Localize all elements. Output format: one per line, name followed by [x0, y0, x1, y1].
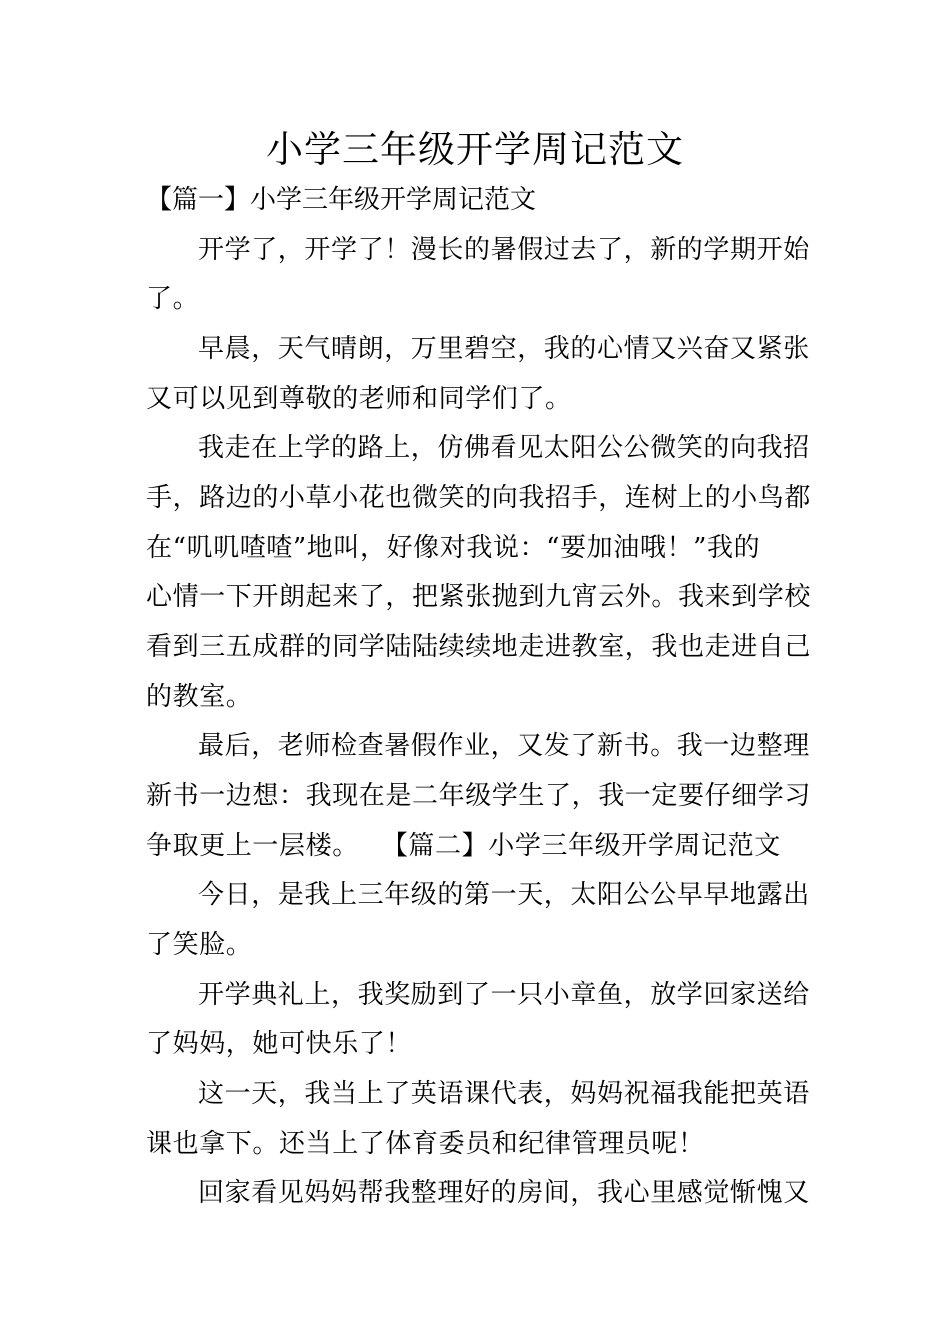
paragraph-line: 开学了，开学了！漫长的暑假过去了，新的学期开始: [198, 235, 810, 265]
paragraph-line: 最后，老师检查暑假作业，又发了新书。我一边整理: [198, 731, 810, 761]
paragraph-line: 了。: [146, 284, 200, 314]
paragraph-line: 了妈妈，她可快乐了！: [146, 1029, 413, 1059]
paragraph-line: 开学典礼上，我奖励到了一只小章鱼，放学回家送给: [198, 980, 810, 1010]
paragraph-line-with-heading: [146, 826, 781, 866]
paragraph-line: 又可以见到尊敬的老师和同学们了。: [146, 384, 572, 414]
paragraph-line: 看到三五成群的同学陆陆续续地走进教室，我也走进自己: [146, 632, 812, 662]
section-heading-1: 【篇一】小学三年级开学周记范文: [146, 185, 537, 215]
paragraph-line: 的教室。: [146, 682, 253, 712]
paragraph-line: 新书一边想：我现在是二年级学生了，我一定要仔细学习: [146, 781, 812, 811]
paragraph-line: 心情一下开朗起来了，把紧张抛到九宵云外。我来到学校: [146, 582, 812, 612]
paragraph-line: 手，路边的小草小花也微笑的向我招手，连树上的小鸟都: [146, 483, 812, 513]
paragraph-line: 我走在上学的路上，仿佛看见太阳公公微笑的向我招: [198, 433, 810, 463]
paragraph-line: 这一天，我当上了英语课代表，妈妈祝福我能把英语: [198, 1079, 810, 1109]
paragraph-line: 争取更上一层楼。: [146, 831, 359, 861]
paragraph-line: 回家看见妈妈帮我整理好的房间，我心里感觉惭愧又: [198, 1178, 810, 1208]
paragraph-line: 今日，是我上三年级的第一天，太阳公公早早地露出: [198, 880, 810, 910]
section-heading-2: 【篇二】小学三年级开学周记范文: [394, 831, 781, 861]
document-title: 小学三年级开学周记范文: [266, 128, 684, 171]
paragraph-line: 早晨，天气晴朗，万里碧空，我的心情又兴奋又紧张: [198, 334, 810, 364]
paragraph-line: 了笑脸。: [146, 930, 253, 960]
paragraph-line: 课也拿下。还当上了体育委员和纪律管理员呢！: [146, 1129, 705, 1159]
paragraph-line: 在“叽叽喳喳”地叫，好像对我说：“要加油哦！”我的: [146, 533, 761, 563]
